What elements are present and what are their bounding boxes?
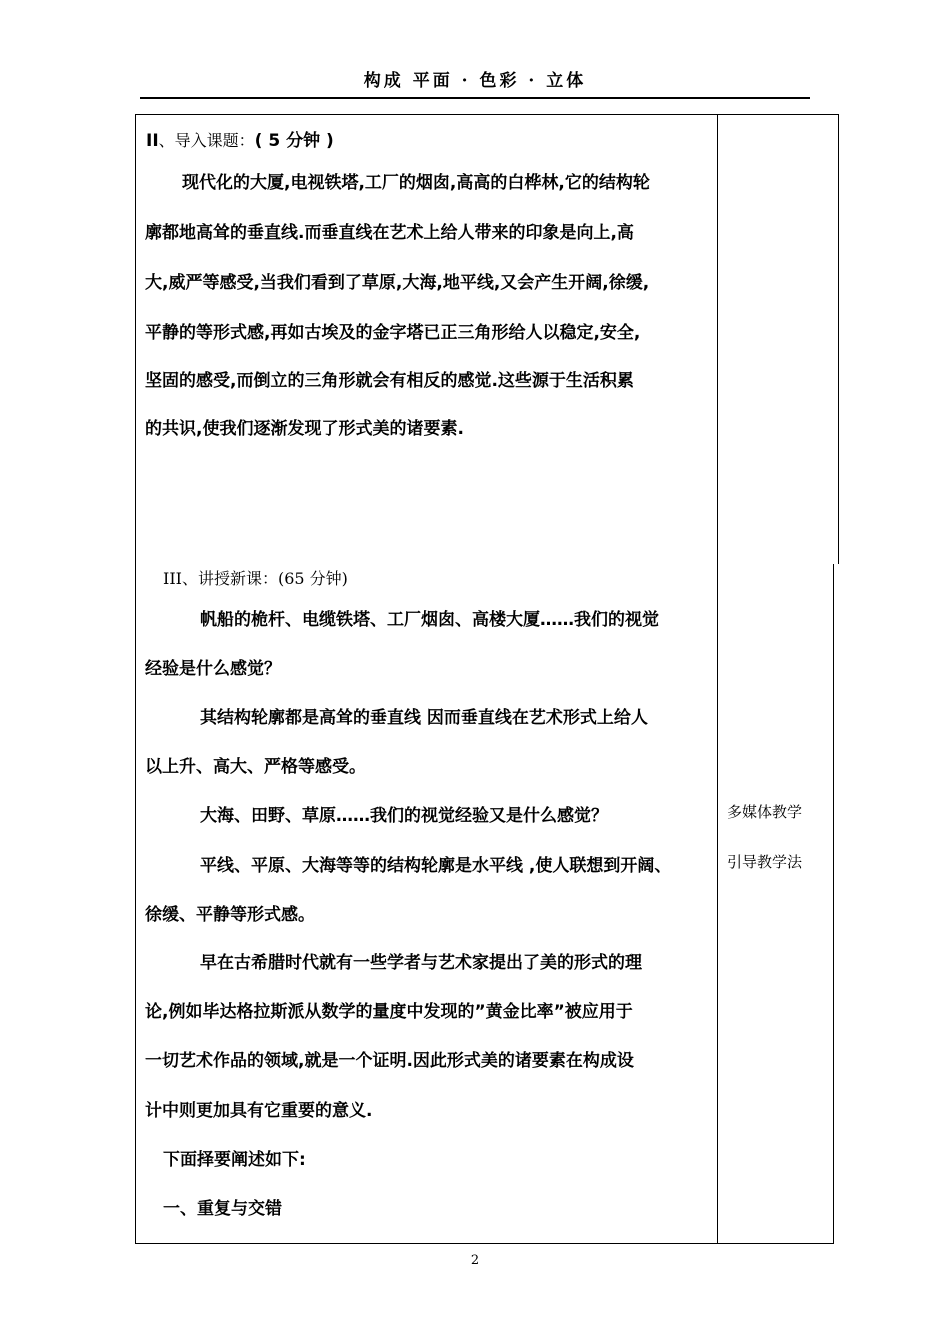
table1-top-border	[135, 114, 839, 115]
section1-line: 的共识,使我们逐渐发现了形式美的诸要素.	[145, 419, 464, 439]
running-header: 构成 平面 · 色彩 · 立体	[363, 71, 587, 91]
section2-line: 平线、平原、大海等等的结构轮廓是水平线 ,使人联想到开阔、	[200, 856, 672, 876]
table1-right-border	[838, 114, 839, 564]
table2-bottom-border	[135, 1243, 834, 1244]
section2-line: 一切艺术作品的领域,就是一个证明.因此形式美的诸要素在构成设	[145, 1051, 634, 1071]
section1-heading-prefix: II	[146, 131, 159, 151]
table2-left-border	[135, 564, 136, 1244]
section2-line: 计中则更加具有它重要的意义.	[145, 1101, 373, 1121]
section1-line: 廓都地高耸的垂直线.而垂直线在艺术上给人带来的印象是向上,高	[145, 223, 634, 243]
section1-line: 大,威严等感受,当我们看到了草原,大海,地平线,又会产生开阔,徐缓,	[145, 273, 650, 293]
header-rule	[140, 97, 810, 99]
section2-line: 以上升、高大、严格等感受。	[145, 757, 366, 777]
table2-right-border	[833, 564, 834, 1244]
section1-line: 坚固的感受,而倒立的三角形就会有相反的感觉.这些源于生活积累	[145, 371, 634, 391]
section2-line: 其结构轮廓都是高耸的垂直线 因而垂直线在艺术形式上给人	[200, 708, 648, 728]
section2-line: 一、重复与交错	[163, 1199, 282, 1219]
page-number: 2	[470, 1253, 480, 1268]
table2-divider	[717, 564, 718, 1244]
side-note: 引导教学法	[727, 853, 803, 871]
section2-line: 帆船的桅杆、电缆铁塔、工厂烟囱、高楼大厦……我们的视觉	[200, 610, 659, 630]
section2-line: 大海、田野、草原……我们的视觉经验又是什么感觉？	[200, 806, 608, 826]
section1-line: 现代化的大厦,电视铁塔,工厂的烟囱,高高的白桦林,它的结构轮	[182, 173, 650, 193]
table1-divider	[717, 114, 718, 564]
section2-line: 徐缓、平静等形式感。	[145, 905, 315, 925]
section1-heading	[146, 126, 334, 151]
side-note: 多媒体教学	[727, 803, 803, 821]
section2-heading: III、讲授新课：(65 分钟)	[163, 569, 348, 588]
section1-line: 平静的等形式感,再如古埃及的金字塔已正三角形给人以稳定,安全,	[145, 323, 641, 343]
section1-heading-text: 、导入课题：	[158, 131, 255, 150]
section2-line: 早在古希腊时代就有一些学者与艺术家提出了美的形式的理	[200, 953, 642, 973]
section2-line: 下面择要阐述如下:	[163, 1150, 306, 1170]
table1-left-border	[135, 114, 136, 564]
section2-line: 论,例如毕达格拉斯派从数学的量度中发现的”黄金比率”被应用于	[145, 1002, 633, 1022]
section1-heading-time: ( 5 分钟 )	[254, 131, 334, 151]
section2-line: 经验是什么感觉？	[145, 659, 281, 679]
